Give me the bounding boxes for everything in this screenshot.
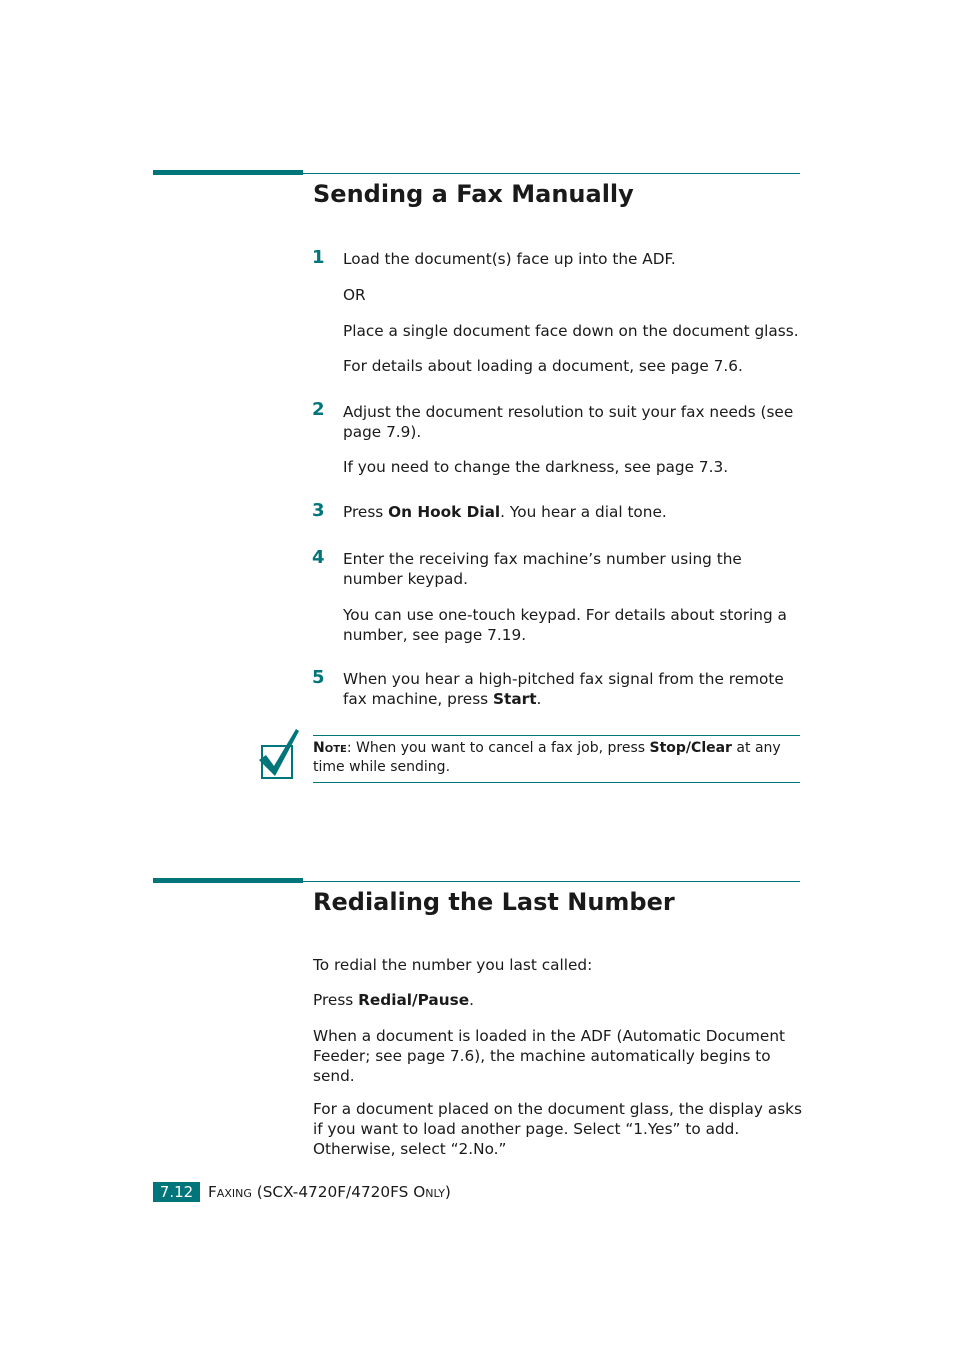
key-on-hook-dial: On Hook Dial [388,503,501,521]
step-text: Adjust the document resolution to suit your fax needs (see page 7.9). [343,403,794,441]
step-text: When you hear a high-pitched fax signal from the remote fax machine, press Start. [343,670,784,708]
step-number: 5 [312,667,325,688]
key-start: Start [493,690,537,708]
body-text: When a document is loaded in the ADF (Automatic Document Feeder; see page 7.6), the machine automatically begins to send. [313,1027,786,1085]
note-rule-top [313,735,800,736]
key-redial-pause: Redial/Pause [358,991,470,1009]
step-text: Enter the receiving fax machine’s number using the number keypad. [343,550,742,588]
step-text: If you need to change the darkness, see page 7.3. [343,458,729,476]
section-rule-thin [303,173,800,174]
body-text: For a document placed on the document glass, the display asks if you want to load another page. Select “1.Yes” to add. Otherwise, select “2.No.” [313,1100,803,1158]
note-text: Note: When you want to cancel a fax job, press Stop/Clear at any time while sending. [313,740,781,775]
step-number: 2 [312,399,325,420]
step-text: Load the document(s) face up into the ADF. [343,250,676,268]
step-number: 3 [312,500,325,521]
key-stop-clear: Stop/Clear [649,740,732,756]
step-text: You can use one-touch keypad. For details about storing a number, see page 7.19. [343,606,787,644]
step-text: Press On Hook Dial. You hear a dial tone. [343,503,667,521]
step-text: Place a single document face down on the document glass. [343,322,799,340]
step-number: 4 [312,547,325,568]
checkmark-note-icon [256,726,302,782]
step-text: OR [343,286,366,304]
note-rule-bottom [313,782,800,783]
page-number: 7.12 [153,1182,200,1202]
note-label: Note [313,740,347,756]
step-text: For details about loading a document, see page 7.6. [343,357,743,375]
section-rule-thick [153,170,303,175]
section-rule-thin [303,881,800,882]
section-title-redialing: Redialing the Last Number [313,888,675,916]
section-rule-thick [153,878,303,883]
section-title-sending-fax: Sending a Fax Manually [313,180,634,208]
step-number: 1 [312,247,325,268]
body-text: Press Redial/Pause. [313,991,474,1009]
body-text: To redial the number you last called: [313,956,593,974]
running-footer: Faxing (SCX-4720F/4720FS Only) [208,1183,451,1201]
